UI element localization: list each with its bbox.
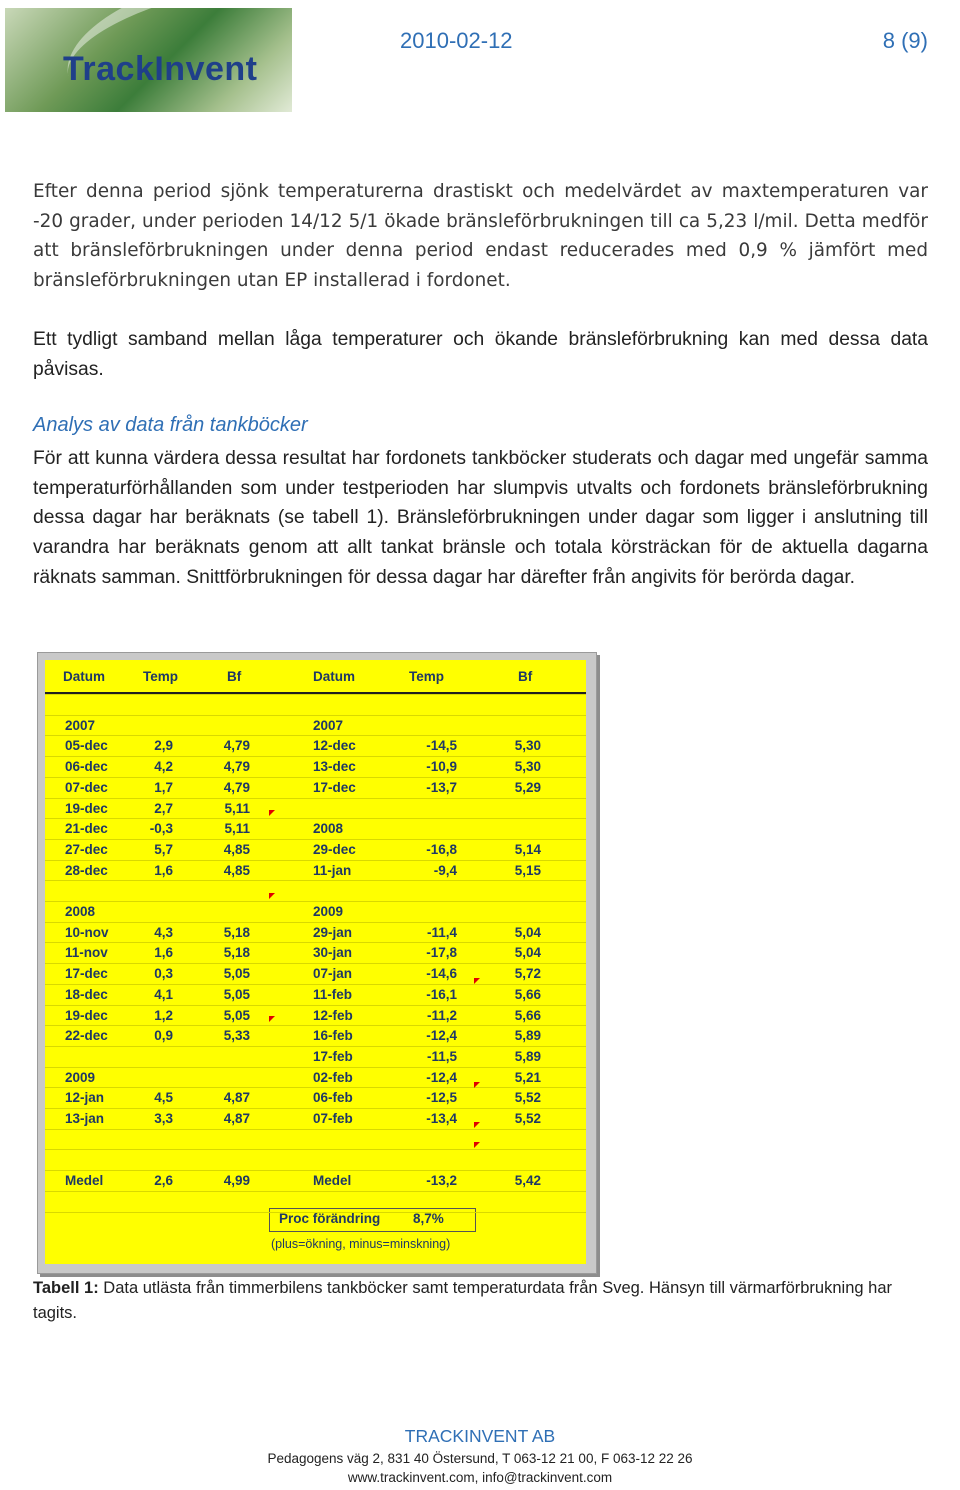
table-cell: 02-feb [313, 1069, 353, 1085]
table-cell: 13-dec [313, 759, 356, 775]
table-cell: 5,30 [514, 759, 541, 775]
comment-marker [269, 1016, 275, 1022]
table-cell: 11-nov [65, 945, 108, 961]
table-cell: 17-dec [65, 966, 108, 982]
table-cell: -12,5 [426, 1090, 457, 1106]
proc-change-label: Proc förändring [279, 1211, 381, 1226]
table-cell: 4,79 [223, 759, 250, 775]
table-cell: Medel [313, 1173, 352, 1189]
table-cell: 4,85 [223, 862, 250, 878]
table-cell: 5,05 [223, 986, 250, 1002]
table-cell: 0,3 [154, 966, 173, 982]
table-cell: -16,1 [426, 986, 457, 1002]
table-cell: 05-dec [65, 738, 108, 754]
table-cell: 4,1 [154, 986, 173, 1002]
table-cell: 5,18 [223, 945, 250, 961]
section-heading: Analys av data från tankböcker [33, 414, 308, 436]
comment-marker [269, 893, 275, 899]
comment-marker [474, 1122, 480, 1128]
table-cell: 3,3 [154, 1111, 173, 1126]
table-cell: 4,99 [223, 1173, 250, 1189]
table-cell: 1,6 [154, 945, 173, 961]
table-cell: 5,05 [223, 966, 250, 982]
table-cell: 1,2 [154, 1007, 173, 1023]
table-cell: 4,79 [223, 738, 250, 754]
comment-marker [474, 978, 480, 984]
table-cell: 12-jan [65, 1090, 105, 1106]
table-cell: 21-dec [65, 821, 108, 837]
table-cell: 06-feb [313, 1090, 353, 1106]
table-cell: 28-dec [65, 862, 108, 878]
table-cell: -10,9 [426, 759, 457, 775]
table-row [45, 694, 586, 716]
table-cell: -14,5 [426, 738, 457, 754]
table-cell: -11,4 [426, 924, 457, 940]
table-header-5: Bf [518, 669, 533, 684]
table-cell: 5,21 [514, 1069, 541, 1085]
footer-company: TRACKINVENT AB [404, 1426, 556, 1446]
table-cell: -14,6 [426, 966, 457, 982]
table-cell: 4,5 [154, 1090, 173, 1106]
table-cell: 1,7 [154, 779, 173, 795]
paragraph-1: Efter denna period sjönk temperaturerna drastiskt och medelvärdet av maxtemperaturen var -20 grader, under perioden 14/12 5/1 ökade bränsleförbrukningen till ca 5,23 l/mil. Detta medför att bränsleförbrukningen under denna period endast reducerades med 0,9 % jämfört med bränsleförbrukningen utan EP installerad i fordonet. [33, 181, 928, 292]
table-cell: 4,2 [154, 759, 173, 775]
table-cell: 2008 [313, 821, 344, 837]
table-cell: 5,29 [514, 779, 541, 795]
table-cell: 5,42 [514, 1173, 541, 1189]
table-cell: -16,8 [426, 841, 457, 857]
table-cell: 07-jan [313, 966, 353, 982]
footer-address: Pedagogens väg 2, 831 40 Östersund, T 063-12 21 00, F 063-12 22 26 [267, 1451, 693, 1466]
table-cell: 17-feb [313, 1048, 353, 1064]
proc-change-value: 8,7% [413, 1211, 444, 1226]
table-cell: 11-jan [313, 862, 352, 878]
table-cell: 5,66 [514, 1007, 541, 1023]
table-cell: 2,9 [154, 738, 173, 754]
table-cell: 5,66 [514, 986, 541, 1002]
data-table-image [37, 652, 597, 1274]
table-cell: -12,4 [426, 1028, 457, 1044]
table-cell: 17-dec [313, 779, 356, 795]
table-cell: -11,2 [426, 1007, 457, 1023]
table-cell: 2007 [65, 717, 96, 733]
table-cell: 5,15 [514, 862, 541, 878]
table-row [45, 1149, 586, 1171]
table-cell: -11,5 [426, 1048, 457, 1064]
table-cell: 30-jan [313, 945, 353, 961]
table-cell: 4,87 [223, 1090, 250, 1106]
header-date: 2010-02-12 [400, 28, 513, 53]
table-header-2: Bf [227, 669, 242, 684]
footer-web: www.trackinvent.com, info@trackinvent.com [347, 1470, 613, 1485]
table-row [45, 1191, 586, 1213]
table-caption [33, 1276, 928, 1326]
table-cell: 16-feb [313, 1028, 353, 1044]
table-cell: -13,2 [426, 1173, 457, 1189]
table-cell: 27-dec [65, 841, 108, 857]
data-table [45, 660, 586, 1264]
table-cell: 4,87 [223, 1111, 250, 1126]
table-cell: 19-dec [65, 1007, 108, 1023]
table-cell: 4,3 [154, 924, 173, 940]
table-cell: 5,33 [223, 1028, 250, 1044]
table-cell: 2,7 [154, 800, 173, 816]
table-cell: -13,7 [426, 779, 457, 795]
table-cell: 2009 [65, 1069, 96, 1085]
table-cell: 2007 [313, 717, 344, 733]
table-cell: 18-dec [65, 986, 108, 1002]
table-cell: 2009 [313, 904, 344, 919]
table-cell: 5,04 [514, 945, 541, 961]
table-cell: 29-jan [313, 924, 353, 940]
table-cell: 4,79 [223, 779, 250, 795]
table-cell: 13-jan [65, 1111, 105, 1126]
table-cell: 2,6 [154, 1173, 173, 1189]
comment-marker [474, 1082, 480, 1088]
table-cell: 5,05 [223, 1007, 250, 1023]
table-cell: 12-dec [313, 738, 356, 754]
table-cell: -9,4 [433, 862, 457, 878]
table-cell: 2008 [65, 904, 96, 919]
table-cell: 29-dec [313, 841, 356, 857]
table-cell: -17,8 [426, 945, 457, 961]
table-cell: 5,52 [514, 1111, 541, 1126]
table-cell: 5,7 [154, 841, 173, 857]
table-cell: 07-dec [65, 779, 108, 795]
table-cell: 22-dec [65, 1028, 108, 1044]
caption-label: Tabell 1: [33, 1279, 99, 1297]
table-cell: -0,3 [149, 821, 173, 837]
table-cell: 11-feb [313, 986, 353, 1002]
table-cell: 10-nov [65, 924, 109, 940]
table-cell: -12,4 [426, 1069, 457, 1085]
paragraph-2: Ett tydligt samband mellan låga temperaturer och ökande bränsleförbrukning kan med dessa data påvisas. [33, 329, 928, 380]
company-logo [5, 8, 292, 112]
table-header-3: Datum [313, 669, 356, 684]
table-row [45, 880, 586, 902]
table-row [45, 1212, 586, 1234]
table-cell: 5,89 [514, 1048, 541, 1064]
table-header-0: Datum [63, 669, 106, 684]
table-cell: 5,11 [224, 821, 250, 837]
logo-text: TrackInvent [63, 50, 258, 88]
table-cell: 5,18 [223, 924, 250, 940]
table-cell: 5,14 [514, 841, 541, 857]
paragraph-3: För att kunna värdera dessa resultat har fordonets tankböcker studerats och dagar med ungefär samma temperaturförhållanden som under testperioden har slumpvis utvalts och fordonets bränsleförbrukning dessa dagar har beräknats (se tabell 1). Bränsleförbrukningen under dagar som ligger i anslutning till varandra har beräknats genom att allt tankat bränsle och totala körsträckan för de aktuella dagarna räknats samman. Snittförbrukningen för dessa dagar har därefter från angivits för berörda dagar. [33, 448, 928, 588]
table-cell: 5,89 [514, 1028, 541, 1044]
table-row [45, 1129, 586, 1151]
table-row [45, 798, 586, 820]
table-cell: 19-dec [65, 800, 108, 816]
table-cell: 5,04 [514, 924, 541, 940]
table-cell: 4,85 [223, 841, 250, 857]
table-header-1: Temp [143, 669, 179, 684]
table-cell: 5,11 [224, 800, 250, 816]
table-cell: 12-feb [313, 1007, 353, 1023]
table-cell: 5,72 [514, 966, 541, 982]
table-header-4: Temp [409, 669, 445, 684]
comment-marker [269, 810, 275, 816]
table-cell: -13,4 [426, 1111, 457, 1126]
table-cell: 0,9 [154, 1028, 173, 1044]
table-cell: 1,6 [154, 862, 173, 878]
table-cell: Medel [65, 1173, 104, 1189]
comment-marker [474, 1142, 480, 1148]
table-cell: 5,52 [514, 1090, 541, 1106]
table-cell: 06-dec [65, 759, 108, 775]
table-cell: 07-feb [313, 1111, 353, 1126]
caption-text: Data utlästa från timmerbilens tankböcker samt temperaturdata från Sveg. Hänsyn till värmarförbrukning har tagits. [33, 1279, 892, 1322]
table-cell: 5,30 [514, 738, 541, 754]
proc-change-note: (plus=ökning, minus=minskning) [271, 1237, 451, 1251]
page-number: 8 (9) [882, 28, 928, 53]
